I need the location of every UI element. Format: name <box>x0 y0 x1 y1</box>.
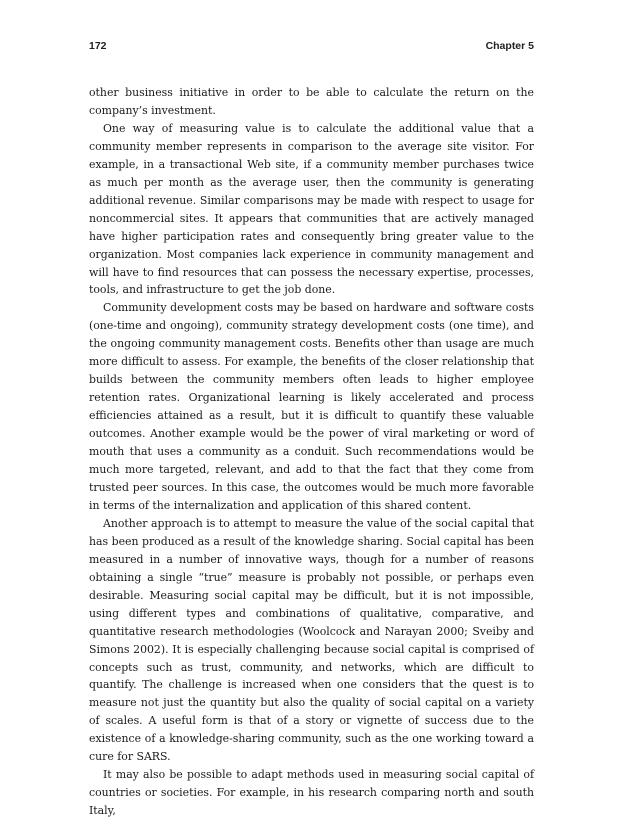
paragraph-social-capital: Another approach is to attempt to measure the value of the social capital that has been produced as a result of the knowledge sharing. Social capital has been measured in a number of innovative ways, though for a number of reasons obtaining a single “true” measure is probably not possible, or perhaps even desirable. Measuring social capital may be difficult, but it is not impossible, using different types and combinations of qualitative, comparative, and quantitative research methodologies (Woolcock and Narayan 2000; Sveiby and Simons 2002). It is especially challenging because social capital is comprised of concepts such as trust, community, and networks, which are difficult to quantify. The challenge is increased when one considers that the quest is to measure not just the quantity but also the quality of social capital on a variety of scales. A useful form is that of a story or vignette of success due to the existence of a knowledge-sharing community, such as the one working toward a cure for SARS. <box>89 516 534 764</box>
paragraph-continuation: other business initiative in order to be able to calculate the return on the company’s investment. <box>89 86 534 117</box>
paragraph-development-costs: Community development costs may be based on hardware and software costs (one-time and ongoing), community strategy development costs (one time), and the ongoing community management costs. Benefits other than usage are much more difficult to assess. For example, the benefits of the closer relationship that builds between the community members often leads to higher employee retention rates. Organizational learning is likely accelerated and process efficiencies attained as a result, but it is difficult to quantify these valuable outcomes. Another example would be the power of viral marketing or word of mouth that uses a community as a conduit. Such recommendations would be much more targeted, relevant, and add to that the fact that they come from trusted peer sources. In this case, the outcomes would be much more favorable in terms of the internalization and application of this shared content. <box>89 301 534 512</box>
page-number: 172 <box>89 40 107 52</box>
chapter-label: Chapter 5 <box>485 40 534 52</box>
body-text <box>89 84 534 820</box>
paragraph-measuring-value: One way of measuring value is to calculate the additional value that a community member represents in comparison to the average site visitor. For example, in a transactional Web site, if a community member purchases twice as much per month as the average user, then the community is generating additional revenue. Similar comparisons may be made with respect to usage for noncommercial sites. It appears that communities that are actively managed have higher participation rates and consequently bring greater value to the organization. Most companies lack experience in community management and will have to find resources that can possess the necessary expertise, processes, tools, and infrastructure to get the job done. <box>89 121 534 297</box>
paragraph-adapt-methods: It may also be possible to adapt methods used in measuring social capital of countries or societies. For example, in his research comparing north and south Italy, <box>89 768 534 818</box>
running-header <box>89 40 534 58</box>
